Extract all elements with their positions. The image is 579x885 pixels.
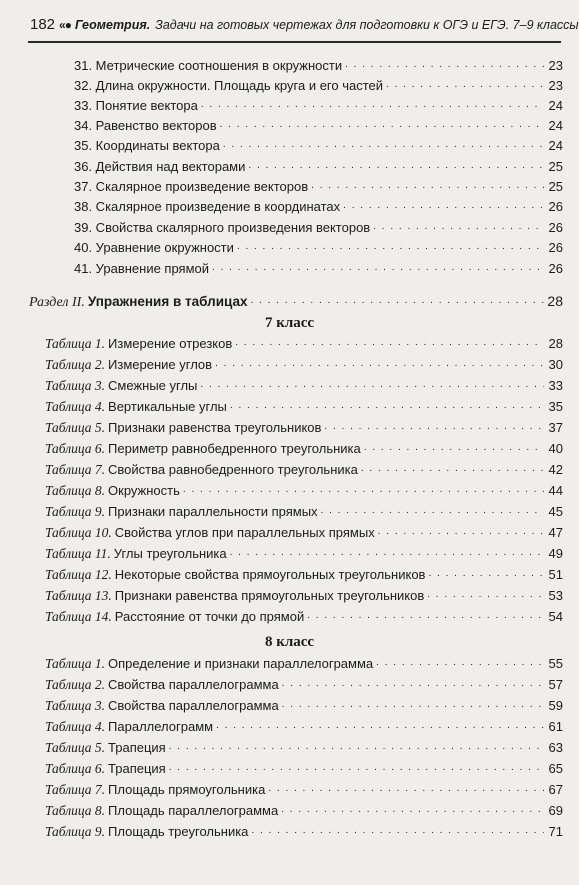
table-prefix: Таблица 1.: [45, 336, 106, 351]
toc-leader: [250, 292, 544, 310]
table-prefix: Таблица 3.: [45, 698, 106, 713]
toc-leader: [321, 502, 544, 520]
toc-entry: [45, 440, 563, 458]
table-prefix: Таблица 2.: [45, 677, 106, 692]
table-prefix: Таблица 6.: [45, 441, 106, 456]
toc-leader: [230, 397, 544, 415]
toc-leader: [378, 523, 544, 541]
toc-entry-title: Площадь параллелограмма: [108, 803, 279, 818]
toc-entry: [45, 398, 563, 416]
toc-entry-title: Трапеция: [108, 761, 166, 776]
toc-entry-page: 65: [548, 761, 563, 776]
toc-leader: [169, 738, 544, 756]
running-header: [30, 16, 579, 38]
table-prefix: Таблица 9.: [45, 504, 106, 519]
toc-leader: [169, 759, 544, 777]
table-prefix: Таблица 10.: [45, 525, 112, 540]
toc-entry-title: Окружность: [108, 483, 180, 498]
page-number: 182: [30, 16, 56, 33]
table-prefix: Таблица 6.: [45, 761, 106, 776]
toc-leader: [376, 654, 544, 672]
toc-entry-title: Периметр равнобедренного треугольника: [108, 441, 361, 456]
toc-entry-title: Свойства углов при параллельных прямых: [114, 525, 375, 540]
toc-entry-page: 23: [548, 58, 563, 73]
toc-leader: [200, 376, 544, 394]
toc-leader: [235, 334, 544, 352]
toc-entry-title: 39. Свойства скалярного произведения векторов: [74, 220, 371, 235]
toc-entry-page: 63: [548, 740, 563, 755]
table-prefix: Таблица 12.: [45, 567, 112, 582]
ornament-icon: «●: [59, 18, 71, 32]
toc-entry-page: 26: [548, 240, 563, 255]
toc-entry-page: 30: [548, 357, 563, 372]
toc-entry-page: 33: [548, 378, 563, 393]
toc-leader: [220, 116, 544, 134]
toc-entry: [45, 377, 563, 395]
toc-entry-title: 36. Действия над векторами: [74, 159, 246, 174]
toc-entry-page: 26: [548, 261, 563, 276]
toc-leader: [251, 822, 544, 840]
toc-leader: [216, 717, 544, 735]
toc-entry-title: Признаки параллельности прямых: [108, 504, 318, 519]
table-prefix: Таблица 4.: [45, 399, 106, 414]
toc-entry: [74, 137, 563, 155]
toc-leader: [373, 218, 544, 236]
section-label: Раздел II.: [29, 295, 85, 310]
toc-leader: [364, 439, 544, 457]
toc-entry: [45, 524, 563, 542]
toc-entry-title: Признаки равенства треугольников: [108, 420, 322, 435]
toc-leader: [268, 780, 544, 798]
toc-entry-page: 26: [548, 220, 563, 235]
toc-entry-title: Измерение отрезков: [108, 336, 233, 351]
toc-entry: [45, 503, 563, 521]
toc-entry: [45, 419, 563, 437]
toc-entry-page: 24: [548, 98, 563, 113]
toc-entry: [45, 335, 563, 353]
toc-entry: [45, 482, 563, 500]
book-title: Геометрия.: [74, 18, 151, 32]
toc-entry: [74, 57, 563, 75]
toc-entry-title: Свойства равнобедренного треугольника: [108, 462, 358, 477]
table-prefix: Таблица 8.: [45, 803, 106, 818]
toc-entry-title: Свойства параллелограмма: [108, 698, 279, 713]
grade-heading: 8 класс: [264, 634, 315, 650]
toc-entry-page: 25: [548, 179, 563, 194]
toc-entry: [45, 461, 563, 479]
toc-entry-page: 42: [548, 462, 563, 477]
toc-entry: [45, 697, 563, 715]
toc-entry-page: 54: [548, 609, 563, 624]
toc-entry-page: 67: [548, 782, 563, 797]
toc-entry-page: 28: [548, 336, 563, 351]
toc-entry-page: 24: [548, 138, 563, 153]
toc-entry: [45, 676, 563, 694]
toc-entry-page: 47: [548, 525, 563, 540]
toc-leader: [223, 136, 544, 154]
toc-entry: [74, 260, 563, 278]
table-prefix: Таблица 1.: [45, 656, 106, 671]
table-prefix: Таблица 2.: [45, 357, 106, 372]
toc-entry-title: 32. Длина окружности. Площадь круга и его частей: [74, 78, 384, 93]
toc-entry-page: 69: [548, 803, 563, 818]
toc-entry-page: 71: [548, 824, 563, 839]
toc-leader: [361, 460, 544, 478]
toc-entry-title: Вертикальные углы: [108, 399, 227, 414]
toc-entry-title: 34. Равенство векторов: [74, 118, 217, 133]
toc-entry-page: 37: [548, 420, 563, 435]
table-prefix: Таблица 5.: [45, 740, 106, 755]
toc-entry-title: Измерение углов: [108, 357, 213, 372]
toc-entry-page: 25: [548, 159, 563, 174]
toc-entry: [74, 198, 563, 216]
toc-entry-page: 45: [548, 504, 563, 519]
book-subtitle: Задачи на готовых чертежах для подготовки к ОГЭ и ЕГЭ. 7–9 классы: [155, 18, 579, 32]
toc-entry-page: 40: [548, 441, 563, 456]
toc-entry-page: 23: [548, 78, 563, 93]
toc-entry-title: Некоторые свойства прямоугольных треугольников: [114, 567, 426, 582]
toc-entry: [45, 545, 563, 563]
toc-entry-title: 41. Уравнение прямой: [74, 261, 210, 276]
toc-entry: [45, 760, 563, 778]
toc-entry: [74, 178, 563, 196]
toc-entry-page: 51: [548, 567, 563, 582]
toc-entry-page: 57: [548, 677, 563, 692]
toc-entry-page: 24: [548, 118, 563, 133]
table-prefix: Таблица 13.: [45, 588, 112, 603]
toc-leader: [237, 238, 544, 256]
toc-entry-title: 40. Уравнение окружности: [74, 240, 234, 255]
toc-leader: [345, 56, 544, 74]
table-prefix: Таблица 11.: [45, 546, 111, 561]
toc-entry: [45, 781, 563, 799]
toc-entry-title: Свойства параллелограмма: [108, 677, 279, 692]
toc-entry: [74, 77, 563, 95]
toc-entry: [74, 219, 563, 237]
section-title: Упражнения в таблицах: [87, 294, 248, 309]
table-prefix: Таблица 4.: [45, 719, 106, 734]
toc-entry: [74, 97, 563, 115]
toc-leader: [307, 607, 544, 625]
toc-entry-title: Расстояние от точки до прямой: [114, 609, 305, 624]
table-prefix: Таблица 8.: [45, 483, 106, 498]
toc-leader: [230, 544, 544, 562]
toc-entry-title: Трапеция: [108, 740, 166, 755]
toc-entry-title: Площадь треугольника: [108, 824, 249, 839]
toc-entry-title: Площадь прямоугольника: [108, 782, 266, 797]
toc-leader: [427, 586, 544, 604]
toc-entry: [45, 739, 563, 757]
toc-entry-title: Углы треугольника: [113, 546, 227, 561]
toc-entry: [45, 655, 563, 673]
toc-entry-title: 37. Скалярное произведение векторов: [74, 179, 309, 194]
section-page: 28: [547, 293, 563, 309]
table-prefix: Таблица 7.: [45, 782, 106, 797]
toc-entry-page: 53: [548, 588, 563, 603]
toc-entry: [45, 802, 563, 820]
toc-leader: [201, 96, 544, 114]
toc-entry-title: Параллелограмм: [108, 719, 214, 734]
toc-entry: [74, 158, 563, 176]
toc-entry-page: 35: [548, 399, 563, 414]
toc-entry-title: 33. Понятие вектора: [74, 98, 198, 113]
toc-entry-title: 38. Скалярное произведение в координатах: [74, 199, 341, 214]
toc-entry-page: 61: [548, 719, 563, 734]
toc-leader: [212, 259, 544, 277]
toc-entry-page: 44: [548, 483, 563, 498]
toc-leader: [183, 481, 544, 499]
toc-leader: [324, 418, 544, 436]
section-entry: [29, 292, 563, 310]
toc-entry: [45, 608, 563, 626]
toc-leader: [311, 177, 544, 195]
grade-heading: 7 класс: [264, 315, 315, 331]
toc-entry-title: Определение и признаки параллелограмма: [108, 656, 374, 671]
toc-entry: [45, 718, 563, 736]
table-prefix: Таблица 3.: [45, 378, 106, 393]
toc-leader: [281, 801, 544, 819]
toc-entry: [45, 587, 563, 605]
toc-entry-title: Смежные углы: [108, 378, 198, 393]
toc-leader: [343, 197, 544, 215]
toc-entry-title: 31. Метрические соотношения в окружности: [74, 58, 343, 73]
table-prefix: Таблица 7.: [45, 462, 106, 477]
table-prefix: Таблица 5.: [45, 420, 106, 435]
toc-leader: [248, 157, 544, 175]
toc-leader: [386, 76, 544, 94]
toc-entry-page: 49: [548, 546, 563, 561]
toc-entry-page: 59: [548, 698, 563, 713]
toc-entry-title: 35. Координаты вектора: [74, 138, 220, 153]
toc-entry: [45, 566, 563, 584]
toc-entry-page: 26: [548, 199, 563, 214]
toc-leader: [215, 355, 544, 373]
toc-entry-title: Признаки равенства прямоугольных треугольников: [114, 588, 425, 603]
table-prefix: Таблица 9.: [45, 824, 106, 839]
header-rule: [28, 41, 561, 43]
toc-entry-page: 55: [548, 656, 563, 671]
toc-leader: [428, 565, 544, 583]
toc-entry: [45, 823, 563, 841]
toc-entry: [74, 117, 563, 135]
toc-entry: [74, 239, 563, 257]
toc-leader: [282, 675, 544, 693]
toc-entry: [45, 356, 563, 374]
table-prefix: Таблица 14.: [45, 609, 112, 624]
toc-leader: [282, 696, 544, 714]
